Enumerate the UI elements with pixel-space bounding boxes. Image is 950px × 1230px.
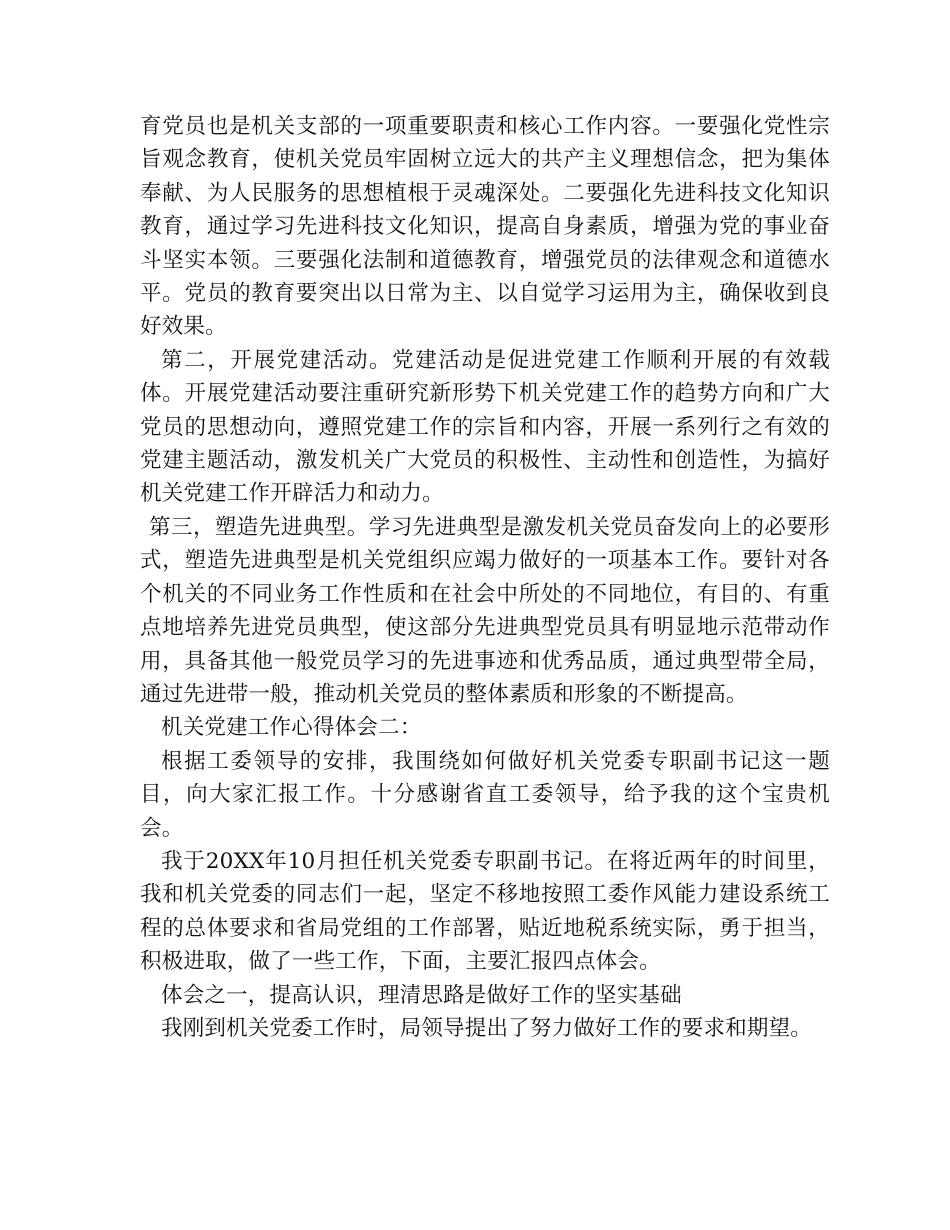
paragraph-third-models: 第三，塑造先进典型。学习先进典型是激发机关党员奋发向上的必要形式，塑造先进典型是机关党组织应竭力做好的一项基本工作。要针对各个机关的不同业务工作性质和在社会中所处的不同地位，有目的、有重点地培养先进党员典型，使这部分先进典型党员具有明显地示范带动作用，具备其他一般党员学习的先进事迹和优秀品质，通过典型带全局，通过先进带一般，推动机关党员的整体素质和形象的不断提高。 xyxy=(140,514,830,707)
section-heading-experience-two: 机关党建工作心得体会二： xyxy=(161,715,422,741)
paragraph-second-activities: 第二，开展党建活动。党建活动是促进党建工作顺利开展的有效载体。开展党建活动要注重研究新形势下机关党建工作的趋势方向和广大党员的思想动向，遵照党建工作的宗旨和内容，开展一系列行之有效的党建主题活动，激发机关广大党员的积极性、主动性和创造性，为搞好机关党建工作开辟活力和动力。 xyxy=(140,347,830,507)
paragraph-first-arrival: 我刚到机关党委工作时，局领导提出了努力做好工作的要求和期望。 xyxy=(161,1015,813,1041)
paragraph-experience-one-heading: 体会之一，提高认识，理清思路是做好工作的坚实基础 xyxy=(161,982,682,1008)
document-body xyxy=(140,110,830,1045)
paragraph-appointment: 我于20XX年10月担任机关党委专职副书记。在将近两年的时间里，我和机关党委的同志们一起，坚定不移地按照工委作风能力建设系统工程的总体要求和省局党组的工作部署，贴近地税系统实际，勇于担当，积极进取，做了一些工作，下面，主要汇报四点体会。 xyxy=(140,848,830,975)
paragraph-party-education: 育党员也是机关支部的一项重要职责和核心工作内容。一要强化党性宗旨观念教育，使机关党员牢固树立远大的共产主义理想信念，把为集体奉献、为人民服务的思想植根于灵魂深处。二要强化先进科技文化知识教育，通过学习先进科技文化知识，提高自身素质，增强为党的事业奋斗坚实本领。三要强化法制和道德教育，增强党员的法律观念和道德水平。党员的教育要突出以日常为主、以自觉学习运用为主，确保收到良好效果。 xyxy=(140,114,830,340)
paragraph-arrangement: 根据工委领导的安排，我围绕如何做好机关党委专职副书记这一题目，向大家汇报工作。十分感谢省直工委领导，给予我的这个宝贵机会。 xyxy=(140,748,830,841)
